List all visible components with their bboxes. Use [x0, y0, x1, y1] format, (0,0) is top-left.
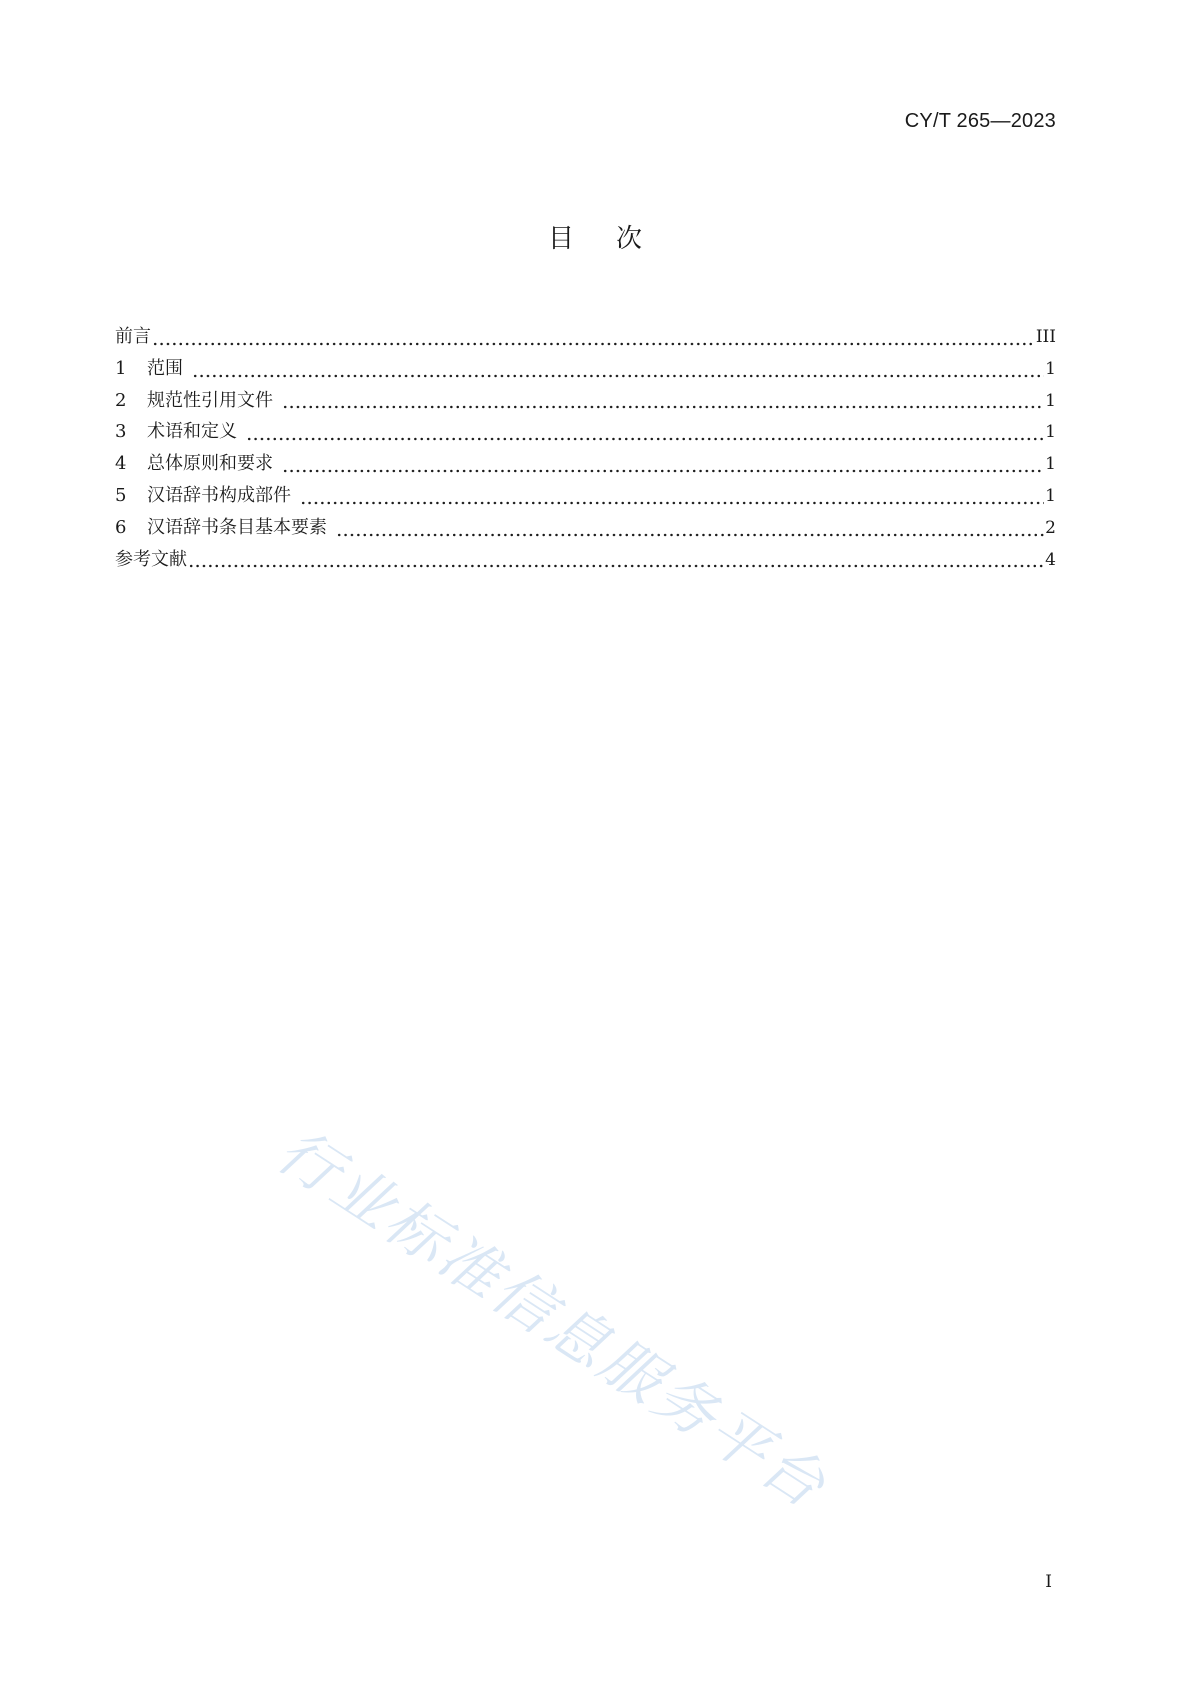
toc-entry-page: 1: [1045, 422, 1056, 443]
toc-entry-label: 范围: [147, 357, 183, 379]
page-number: I: [1045, 1572, 1052, 1592]
dot-leader: [246, 423, 1044, 445]
toc-entry-terms-definitions[interactable]: [115, 417, 1056, 449]
toc-entry-label: 术语和定义: [147, 421, 237, 443]
toc-entry-general-principles[interactable]: [115, 449, 1056, 481]
dot-leader: [336, 519, 1044, 541]
dot-leader: [152, 328, 1035, 350]
toc-entry-number: 6: [115, 516, 127, 538]
toc-entry-number: 4: [115, 453, 127, 475]
toc-entry-foreword[interactable]: [115, 322, 1056, 354]
toc-entry-scope[interactable]: [115, 354, 1056, 386]
toc-entry-label: 前言: [115, 326, 151, 347]
dot-leader: [188, 550, 1044, 572]
toc-entry-page: 1: [1045, 454, 1056, 475]
toc-entry-number: 3: [115, 421, 127, 443]
standard-code: CY/T 265—2023: [904, 110, 1056, 132]
toc-title: 目次: [547, 224, 684, 254]
toc-entry-page: III: [1035, 327, 1056, 347]
toc-entry-page: 1: [1045, 358, 1056, 379]
toc-entry-number: 2: [115, 389, 127, 411]
toc-entry-number: 1: [115, 357, 127, 379]
toc-entry-label: 汉语辞书构成部件: [147, 484, 291, 506]
toc-entry-page: 1: [1045, 485, 1056, 506]
toc-entry-bibliography[interactable]: [115, 545, 1056, 577]
toc-entry-dictionary-components[interactable]: [115, 481, 1056, 513]
toc-entry-page: 4: [1045, 549, 1056, 570]
toc-entry-page: 1: [1045, 390, 1056, 411]
toc-entry-page: 2: [1045, 517, 1056, 538]
table-of-contents: [115, 322, 1056, 576]
dot-leader: [192, 360, 1044, 382]
toc-entry-entry-elements[interactable]: [115, 513, 1056, 545]
toc-entry-label: 规范性引用文件: [147, 389, 273, 411]
toc-entry-normative-references[interactable]: [115, 386, 1056, 418]
dot-leader: [300, 487, 1044, 509]
toc-entry-label: 参考文献: [115, 548, 187, 570]
dot-leader: [282, 455, 1044, 477]
toc-entry-number: 5: [115, 484, 127, 506]
dot-leader: [282, 391, 1044, 413]
watermark: 行业标准信息服务平台: [264, 1115, 840, 1524]
toc-entry-label: 总体原则和要求: [147, 453, 273, 475]
toc-entry-label: 汉语辞书条目基本要素: [147, 516, 327, 538]
